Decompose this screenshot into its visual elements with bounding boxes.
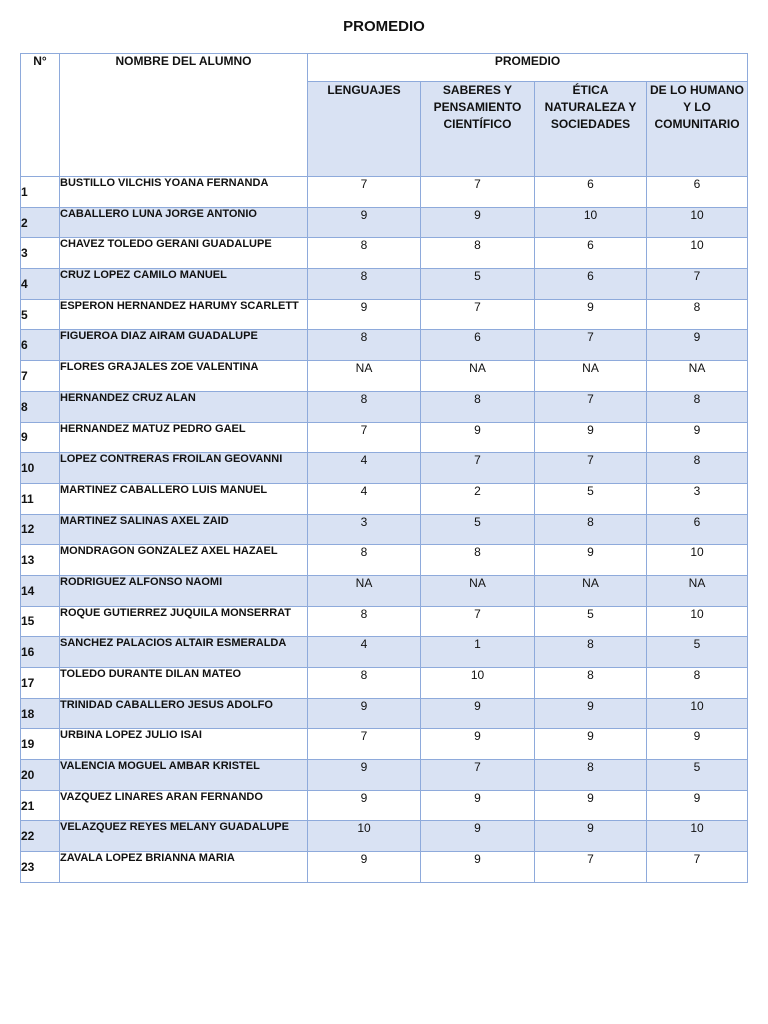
grade-lenguajes: NA — [308, 575, 421, 606]
grade-saberes: 9 — [421, 698, 535, 729]
student-name: RODRIGUEZ ALFONSO NAOMI — [60, 575, 308, 606]
table-row — [21, 238, 748, 269]
grade-saberes: 7 — [421, 453, 535, 484]
table-header — [21, 54, 748, 177]
grade-etica: 5 — [535, 606, 647, 637]
grade-saberes: 9 — [421, 729, 535, 760]
student-name: FLORES GRAJALES ZOE VALENTINA — [60, 361, 308, 392]
table-row — [21, 729, 748, 760]
grade-lenguajes: 4 — [308, 483, 421, 514]
grade-lenguajes: 8 — [308, 668, 421, 699]
grade-humano: 10 — [647, 207, 748, 238]
grade-etica: 8 — [535, 668, 647, 699]
grade-etica: 6 — [535, 177, 647, 208]
grade-humano: 10 — [647, 238, 748, 269]
grade-etica: 7 — [535, 391, 647, 422]
student-number: 3 — [21, 238, 60, 269]
grade-lenguajes: 9 — [308, 698, 421, 729]
student-number: 18 — [21, 698, 60, 729]
grade-lenguajes: 9 — [308, 760, 421, 791]
table-row — [21, 790, 748, 821]
grade-humano: 7 — [647, 269, 748, 300]
grades-table — [20, 53, 748, 883]
grade-lenguajes: 7 — [308, 729, 421, 760]
grade-lenguajes: 3 — [308, 514, 421, 545]
grade-etica: 9 — [535, 299, 647, 330]
grade-saberes: 9 — [421, 207, 535, 238]
student-name: FIGUEROA DIAZ AIRAM GUADALUPE — [60, 330, 308, 361]
grade-saberes: 6 — [421, 330, 535, 361]
grade-etica: 10 — [535, 207, 647, 238]
grade-lenguajes: 9 — [308, 299, 421, 330]
grade-saberes: 9 — [421, 790, 535, 821]
grade-etica: 9 — [535, 422, 647, 453]
table-row — [21, 207, 748, 238]
column-header-humano: DE LO HUMANO Y LO COMUNITARIO — [647, 82, 748, 177]
student-number: 4 — [21, 269, 60, 300]
grade-humano: 3 — [647, 483, 748, 514]
student-number: 7 — [21, 361, 60, 392]
grade-saberes: 2 — [421, 483, 535, 514]
grade-humano: 9 — [647, 729, 748, 760]
grade-saberes: 8 — [421, 391, 535, 422]
student-number: 17 — [21, 668, 60, 699]
grade-saberes: 9 — [421, 821, 535, 852]
grade-etica: 8 — [535, 514, 647, 545]
grade-humano: 5 — [647, 760, 748, 791]
grade-humano: 8 — [647, 391, 748, 422]
grade-saberes: 1 — [421, 637, 535, 668]
table-row — [21, 668, 748, 699]
column-header-saberes: SABERES Y PENSAMIENTO CIENTÍFICO — [421, 82, 535, 177]
grade-etica: 9 — [535, 790, 647, 821]
grade-lenguajes: 8 — [308, 545, 421, 576]
student-name: VAZQUEZ LINARES ARAN FERNANDO — [60, 790, 308, 821]
grade-saberes: 9 — [421, 422, 535, 453]
student-name: LOPEZ CONTRERAS FROILAN GEOVANNI — [60, 453, 308, 484]
table-row — [21, 606, 748, 637]
student-number: 9 — [21, 422, 60, 453]
grade-etica: 7 — [535, 852, 647, 883]
grade-lenguajes: 8 — [308, 238, 421, 269]
grade-etica: 7 — [535, 453, 647, 484]
grade-humano: 8 — [647, 668, 748, 699]
student-name: CABALLERO LUNA JORGE ANTONIO — [60, 207, 308, 238]
grade-lenguajes: 7 — [308, 422, 421, 453]
table-row — [21, 361, 748, 392]
grade-lenguajes: 8 — [308, 330, 421, 361]
grade-etica: NA — [535, 575, 647, 606]
grade-etica: 7 — [535, 330, 647, 361]
grade-etica: 9 — [535, 729, 647, 760]
student-number: 14 — [21, 575, 60, 606]
grade-lenguajes: 7 — [308, 177, 421, 208]
student-name: URBINA LOPEZ JULIO ISAI — [60, 729, 308, 760]
table-row — [21, 483, 748, 514]
table-row — [21, 575, 748, 606]
student-name: CHAVEZ TOLEDO GERANI GUADALUPE — [60, 238, 308, 269]
student-number: 1 — [21, 177, 60, 208]
grade-humano: 9 — [647, 422, 748, 453]
grade-lenguajes: 10 — [308, 821, 421, 852]
grade-etica: NA — [535, 361, 647, 392]
student-number: 10 — [21, 453, 60, 484]
table-row — [21, 299, 748, 330]
student-name: VELAZQUEZ REYES MELANY GUADALUPE — [60, 821, 308, 852]
grade-lenguajes: 9 — [308, 790, 421, 821]
grade-etica: 9 — [535, 545, 647, 576]
grade-saberes: 7 — [421, 606, 535, 637]
grade-lenguajes: 9 — [308, 852, 421, 883]
grade-etica: 9 — [535, 821, 647, 852]
student-name: MARTINEZ SALINAS AXEL ZAID — [60, 514, 308, 545]
student-number: 16 — [21, 637, 60, 668]
grade-lenguajes: 8 — [308, 269, 421, 300]
grade-humano: 6 — [647, 177, 748, 208]
grade-saberes: 7 — [421, 177, 535, 208]
student-name: HERNANDEZ MATUZ PEDRO GAEL — [60, 422, 308, 453]
grade-saberes: NA — [421, 361, 535, 392]
student-name: ESPERON HERNANDEZ HARUMY SCARLETT — [60, 299, 308, 330]
student-name: TOLEDO DURANTE DILAN MATEO — [60, 668, 308, 699]
student-number: 11 — [21, 483, 60, 514]
grade-lenguajes: NA — [308, 361, 421, 392]
student-number: 22 — [21, 821, 60, 852]
table-row — [21, 330, 748, 361]
table-row — [21, 760, 748, 791]
grade-lenguajes: 8 — [308, 391, 421, 422]
grade-humano: 5 — [647, 637, 748, 668]
student-number: 12 — [21, 514, 60, 545]
student-name: ZAVALA LOPEZ BRIANNA MARIA — [60, 852, 308, 883]
student-number: 13 — [21, 545, 60, 576]
grade-etica: 8 — [535, 760, 647, 791]
column-header-etica: ÉTICA NATURALEZA Y SOCIEDADES — [535, 82, 647, 177]
column-header-number: N° — [21, 54, 60, 177]
student-name: HERNANDEZ CRUZ ALAN — [60, 391, 308, 422]
student-name: VALENCIA MOGUEL AMBAR KRISTEL — [60, 760, 308, 791]
table-row — [21, 453, 748, 484]
table-row — [21, 821, 748, 852]
grade-humano: 8 — [647, 299, 748, 330]
table-body — [21, 177, 748, 883]
column-group-header-promedio: PROMEDIO — [308, 54, 748, 82]
page-title: PROMEDIO — [343, 18, 425, 35]
grade-etica: 8 — [535, 637, 647, 668]
grade-etica: 6 — [535, 269, 647, 300]
grade-saberes: 10 — [421, 668, 535, 699]
student-number: 8 — [21, 391, 60, 422]
grade-humano: NA — [647, 361, 748, 392]
student-number: 2 — [21, 207, 60, 238]
grade-humano: 7 — [647, 852, 748, 883]
student-name: CRUZ LOPEZ CAMILO MANUEL — [60, 269, 308, 300]
grade-humano: 10 — [647, 545, 748, 576]
grade-humano: 10 — [647, 606, 748, 637]
student-name: TRINIDAD CABALLERO JESUS ADOLFO — [60, 698, 308, 729]
grade-saberes: 7 — [421, 299, 535, 330]
grade-lenguajes: 9 — [308, 207, 421, 238]
student-name: BUSTILLO VILCHIS YOANA FERNANDA — [60, 177, 308, 208]
grade-saberes: 7 — [421, 760, 535, 791]
grade-humano: 8 — [647, 453, 748, 484]
table-row — [21, 545, 748, 576]
student-number: 5 — [21, 299, 60, 330]
table-row — [21, 391, 748, 422]
grade-etica: 5 — [535, 483, 647, 514]
student-name: ROQUE GUTIERREZ JUQUILA MONSERRAT — [60, 606, 308, 637]
table-row — [21, 514, 748, 545]
grade-saberes: 5 — [421, 269, 535, 300]
grade-humano: NA — [647, 575, 748, 606]
student-name: MONDRAGON GONZALEZ AXEL HAZAEL — [60, 545, 308, 576]
grade-saberes: 8 — [421, 545, 535, 576]
student-name: SANCHEZ PALACIOS ALTAIR ESMERALDA — [60, 637, 308, 668]
table-row — [21, 852, 748, 883]
grade-lenguajes: 4 — [308, 637, 421, 668]
grade-saberes: 5 — [421, 514, 535, 545]
grade-lenguajes: 8 — [308, 606, 421, 637]
table-row — [21, 698, 748, 729]
student-number: 15 — [21, 606, 60, 637]
grade-humano: 10 — [647, 698, 748, 729]
grade-humano: 9 — [647, 790, 748, 821]
student-number: 19 — [21, 729, 60, 760]
student-name: MARTINEZ CABALLERO LUIS MANUEL — [60, 483, 308, 514]
table-row — [21, 177, 748, 208]
student-number: 20 — [21, 760, 60, 791]
grade-saberes: NA — [421, 575, 535, 606]
student-number: 6 — [21, 330, 60, 361]
table-row — [21, 269, 748, 300]
table-row — [21, 637, 748, 668]
grade-etica: 6 — [535, 238, 647, 269]
grade-humano: 6 — [647, 514, 748, 545]
column-header-lenguajes: LENGUAJES — [308, 82, 421, 177]
grade-saberes: 8 — [421, 238, 535, 269]
student-number: 21 — [21, 790, 60, 821]
grade-saberes: 9 — [421, 852, 535, 883]
student-number: 23 — [21, 852, 60, 883]
grade-humano: 10 — [647, 821, 748, 852]
grade-humano: 9 — [647, 330, 748, 361]
column-header-name: NOMBRE DEL ALUMNO — [60, 54, 308, 177]
table-row — [21, 422, 748, 453]
grade-lenguajes: 4 — [308, 453, 421, 484]
grade-etica: 9 — [535, 698, 647, 729]
